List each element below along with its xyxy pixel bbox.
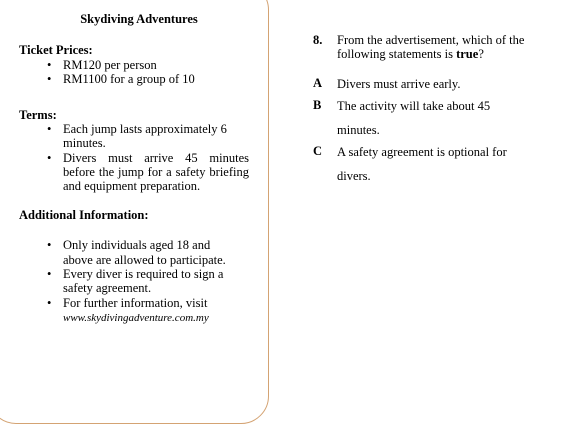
option-a[interactable]	[313, 76, 543, 96]
option-text: A safety agreement is optional for divers.	[337, 144, 507, 183]
terms-list	[19, 122, 259, 194]
option-text: Divers must arrive early.	[337, 76, 461, 91]
option-b[interactable]	[313, 98, 543, 142]
advertisement-content	[19, 12, 259, 325]
info-text: For further information, visit	[63, 295, 208, 310]
question-number: 8.	[313, 33, 323, 47]
terms-heading: Terms:	[19, 107, 57, 122]
option-letter: C	[313, 143, 323, 158]
list-item	[19, 296, 259, 325]
question-8	[313, 33, 543, 188]
ticket-prices-heading: Ticket Prices:	[19, 43, 93, 58]
question-text-end: ?	[478, 47, 484, 62]
option-letter: B	[313, 97, 322, 112]
option-text: The activity will take about 45 minutes.	[337, 98, 491, 137]
list-item: • RM120 per person	[19, 58, 259, 72]
list-item: • Only individuals aged 18 and above are allowed to participate.	[19, 238, 239, 267]
additional-info-heading: Additional Information:	[19, 207, 149, 222]
website-link[interactable]: www.skydivingadventure.com.my	[63, 312, 209, 324]
list-item: • RM1100 for a group of 10	[19, 72, 259, 86]
option-letter: A	[313, 75, 323, 90]
list-item: • Divers must arrive 45 minutes before the jump for a safety briefing and equipment preparation.	[19, 151, 249, 194]
list-item: • Every diver is required to sign a safety agreement.	[19, 267, 239, 296]
advertisement-title: Skydiving Adventures	[80, 12, 198, 26]
question-text-emphasis: true	[456, 47, 479, 62]
answer-options	[313, 76, 543, 188]
question-text	[337, 33, 532, 62]
question-text-main: From the advertisement, which of the following statements is	[337, 33, 525, 62]
additional-info-list	[19, 238, 259, 325]
ticket-prices-list	[19, 58, 259, 87]
list-item: • Each jump lasts approximately 6 minutes.	[19, 122, 259, 151]
question-stem	[313, 33, 543, 62]
option-c[interactable]	[313, 144, 543, 188]
